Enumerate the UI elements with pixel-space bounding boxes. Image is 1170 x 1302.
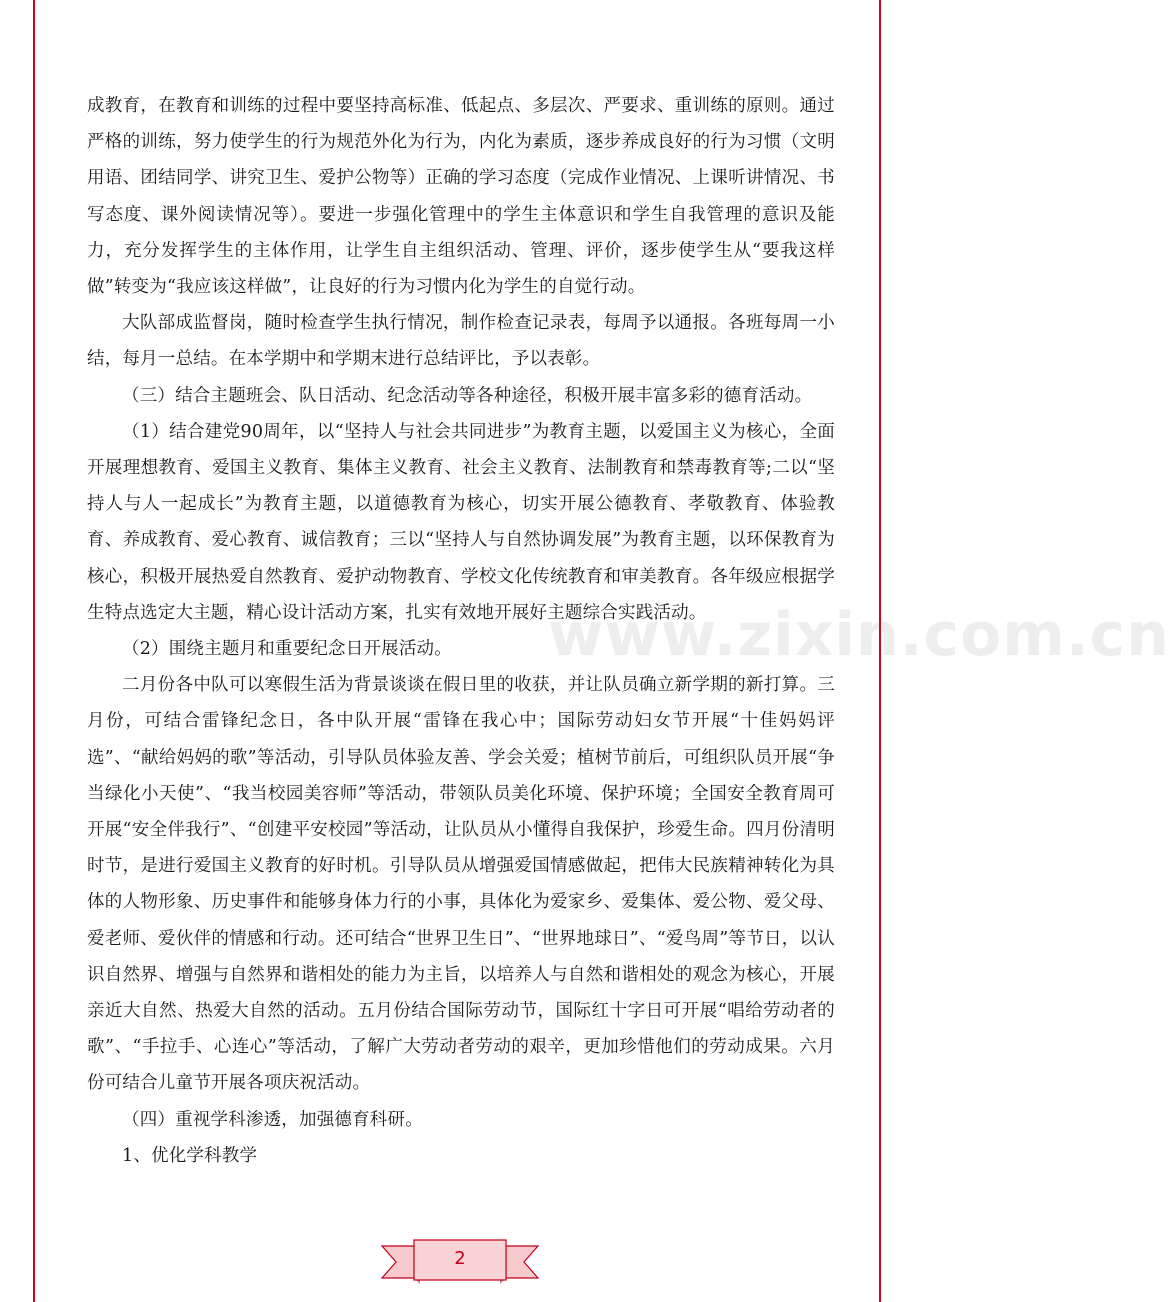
paragraph-3: （1）结合建党90周年，以“坚持人与社会共同进步”为教育主题，以爱国主义为核心，全面开展理想教育、爱国主义教育、集体主义教育、社会主义教育、法制教育和禁毒教育等;二以“坚持人与人一起成长”为教育主题，以道德教育为核心，切实开展公德教育、孝敬教育、体验教育、养成教育、爱心教育、诚信教育；三以“坚持人与自然协调发展”为教育主题，以环保教育为核心，积极开展热爱自然教育、爱护动物教育、学校文化传统教育和审美教育。各年级应根据学生特点选定大主题，精心设计活动方案，扎实有效地开展好主题综合实践活动。 bbox=[87, 421, 835, 623]
section-heading-4: （四）重视学科渗透，加强德育科研。 bbox=[122, 1109, 423, 1130]
watermark: www.zixin.com.cn bbox=[548, 600, 1170, 670]
paragraph-2: 大队部成监督岗，随时检查学生执行情况，制作检查记录表，每周予以通报。各班每周一小结，每月一总结。在本学期中和学期末进行总结评比，予以表彰。 bbox=[87, 313, 835, 370]
document-body bbox=[87, 88, 835, 1174]
paragraph-4: 二月份各中队可以寒假生活为背景谈谈在假日里的收获，并让队员确立新学期的新打算。三月份，可结合雷锋纪念日，各中队开展“雷锋在我心中；国际劳动妇女节开展“十佳妈妈评选”、“献给妈妈的歌”等活动，引导队员体验友善、学会关爱；植树节前后，可组织队员开展“争当绿化小天使”、“我当校园美容师”等活动，带领队员美化环境、保护环境；全国安全教育周可开展“安全伴我行”、“创建平安校园”等活动，让队员从小懂得自我保护，珍爱生命。四月份清明时节，是进行爱国主义教育的好时机。引导队员从增强爱国情感做起，把伟大民族精神转化为具体的人物形象、历史事件和能够身体力行的小事，具体化为爱家乡、爱集体、爱公物、爱父母、爱老师、爱伙伴的情感和行动。还可结合“世界卫生日”、“世界地球日”、“爱鸟周”等节日，以认识自然界、增强与自然界和谐相处的能力为主旨，以培养人与自然和谐相处的观念为核心，开展亲近大自然、热爱大自然的活动。五月份结合国际劳动节，国际红十字日可开展“唱给劳动者的歌”、“手拉手、心连心”等活动，了解广大劳动者劳动的艰辛，更加珍惜他们的劳动成果。六月份可结合儿童节开展各项庆祝活动。 bbox=[87, 675, 835, 1094]
page-number: 2 bbox=[454, 1248, 466, 1269]
subheading-2: （2）围绕主题月和重要纪念日开展活动。 bbox=[122, 639, 452, 660]
paragraph-1: 成教育，在教育和训练的过程中要坚持高标准、低起点、多层次、严要求、重训练的原则。通过严格的训练，努力使学生的行为规范外化为行为，内化为素质，逐步养成良好的行为习惯（文明用语、团结同学、讲究卫生、爱护公物等）正确的学习态度（完成作业情况、上课听讲情况、书写态度、课外阅读情况等）。要进一步强化管理中的学生主体意识和学生自我管理的意识及能力，充分发挥学生的主体作用，让学生自主组织活动、管理、评价，逐步使学生从“要我这样做”转变为“我应该这样做”，让良好的行为习惯内化为学生的自觉行动。 bbox=[87, 96, 835, 298]
section-heading-3: （三）结合主题班会、队日活动、纪念活动等各种途径，积极开展丰富多彩的德育活动。 bbox=[122, 385, 813, 406]
page-footer bbox=[380, 1236, 540, 1290]
subheading-1: 1、优化学科教学 bbox=[122, 1145, 258, 1166]
